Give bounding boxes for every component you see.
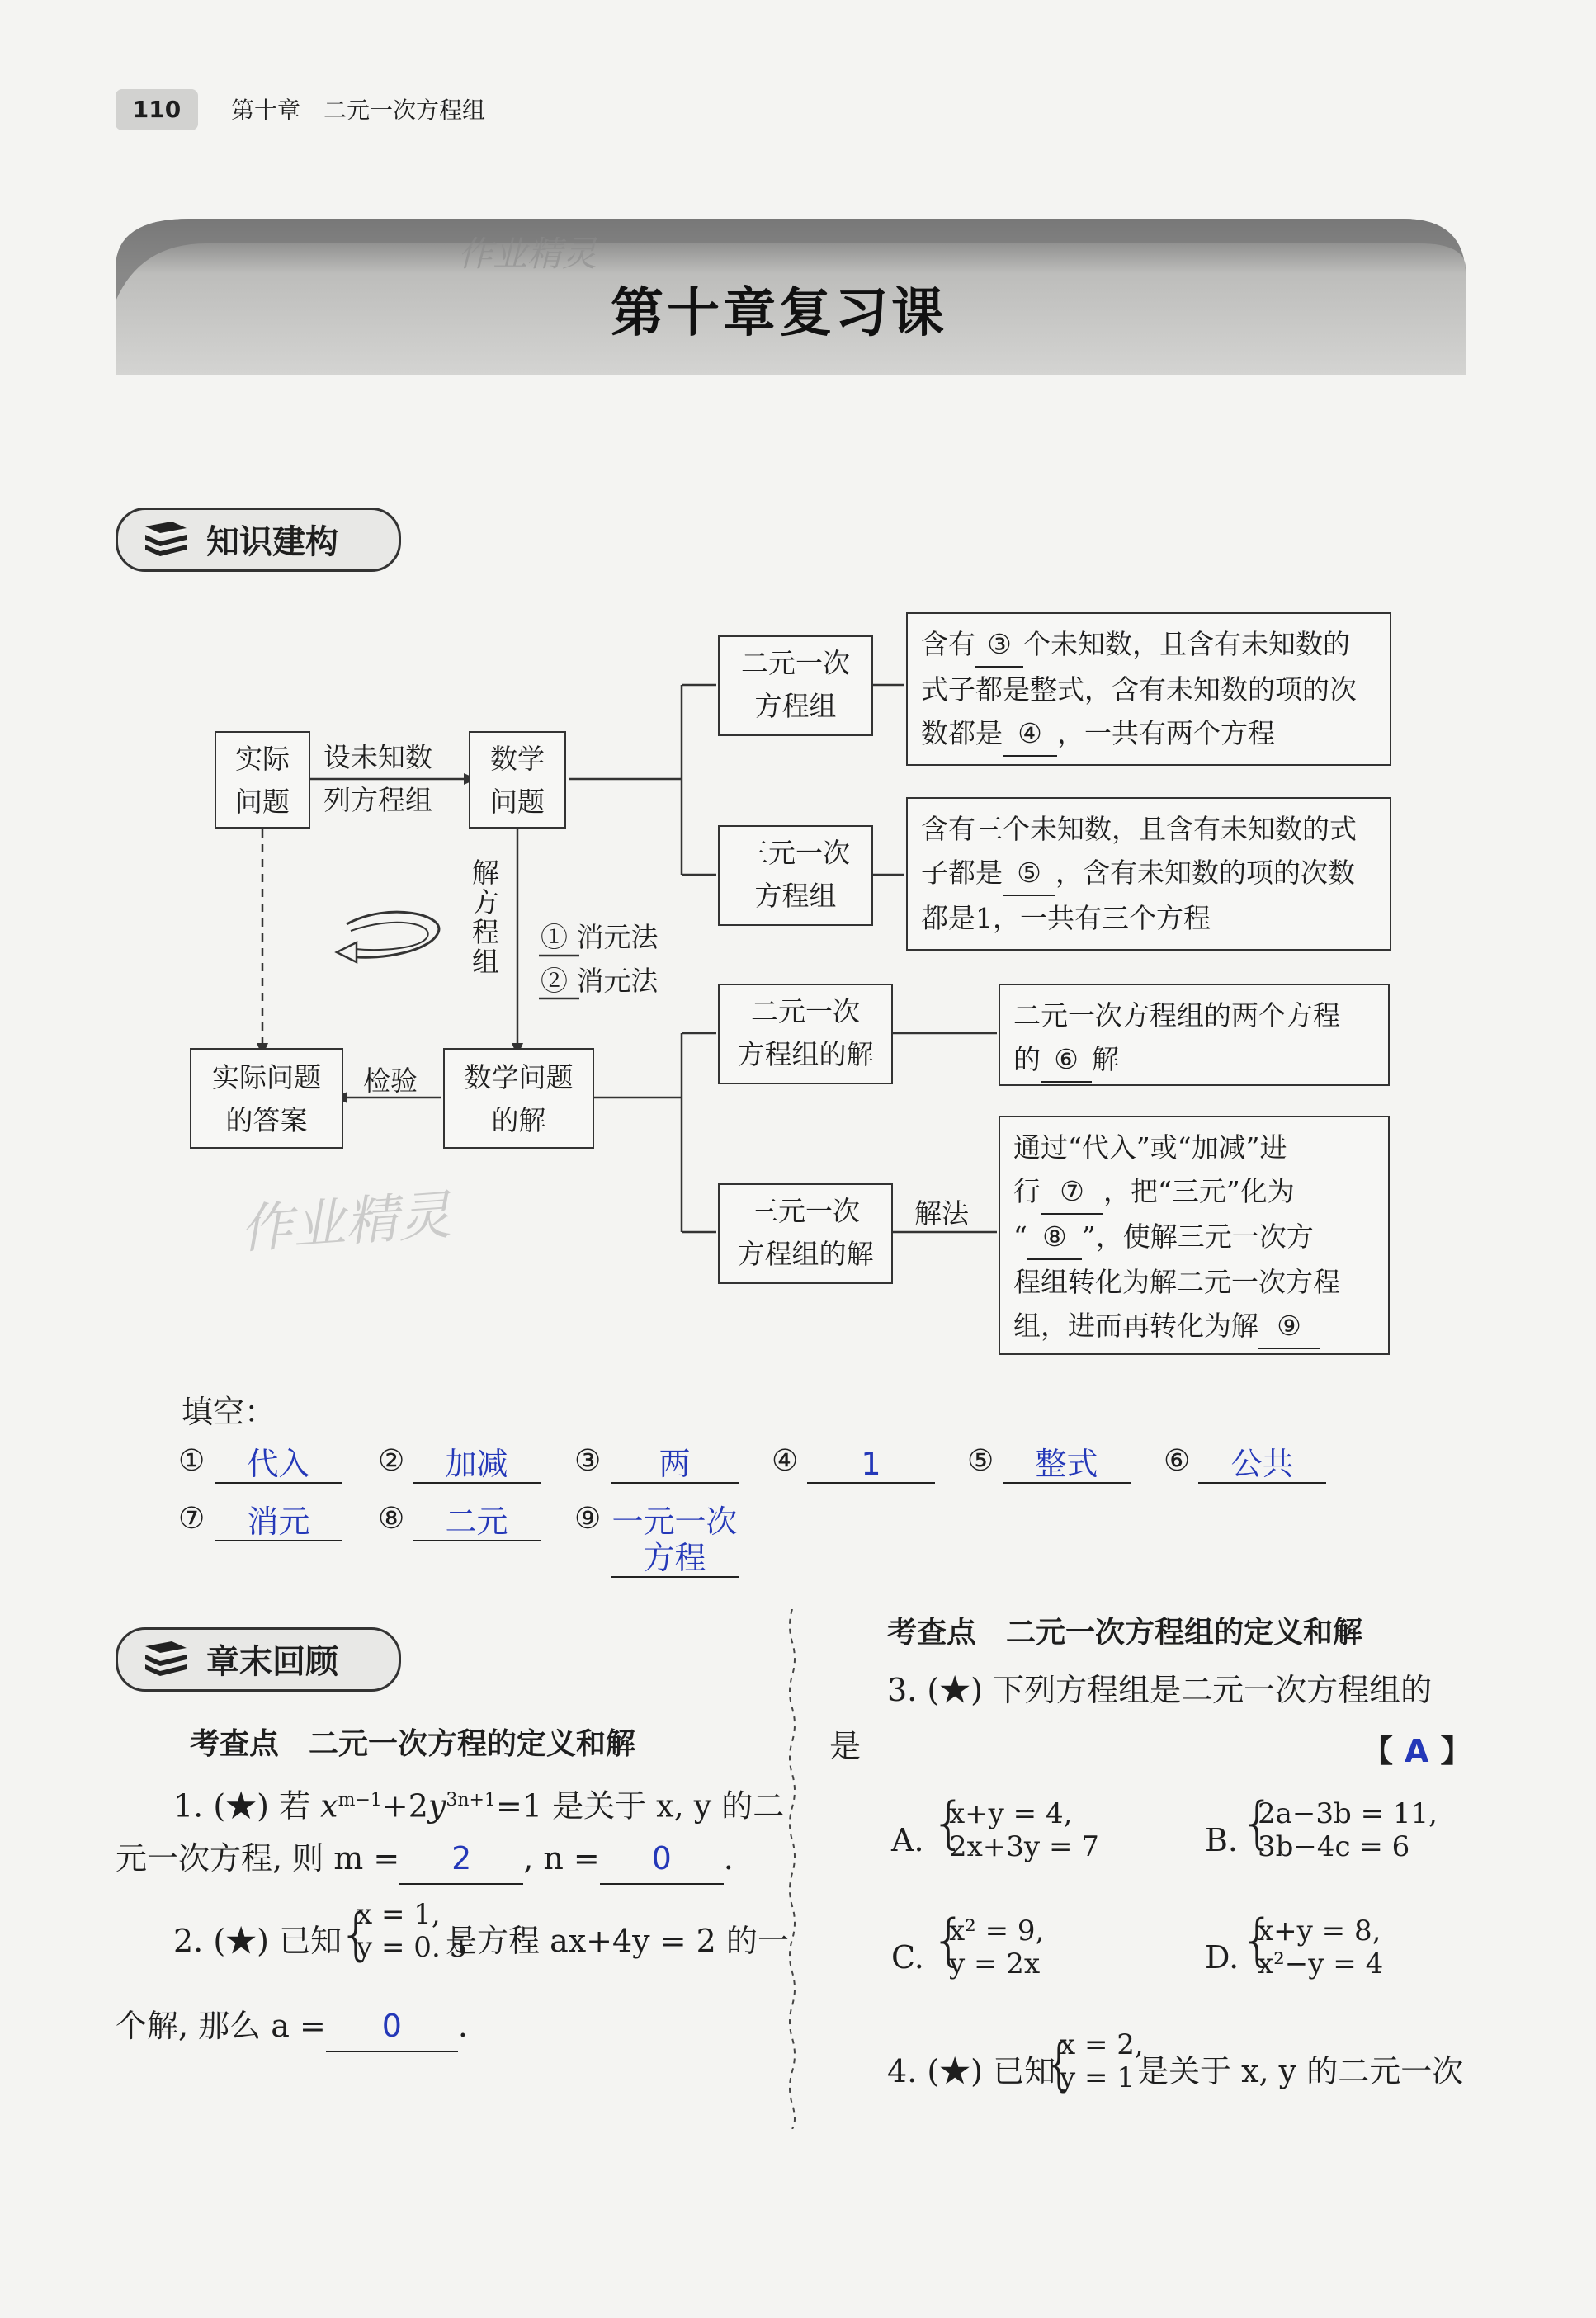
solve-char: 解 (472, 857, 499, 889)
two-var-definition-box (906, 612, 1391, 766)
fill-answer: 代入 (215, 1446, 342, 1484)
option-d-system (1258, 1914, 1383, 1980)
option-c-system (949, 1914, 1044, 1980)
fill-answer: 二元 (413, 1504, 541, 1541)
q4-eq: x = 2, (1060, 2028, 1144, 2061)
q1-text: +2 (381, 1787, 428, 1825)
option-b-eq: 2a−3b = 11, (1258, 1797, 1438, 1830)
option-c-eq: y = 2x (949, 1947, 1041, 1980)
brace-icon: { (338, 1902, 375, 1967)
brace-icon: { (1239, 1908, 1276, 1973)
q4-eq: y = 1 (1060, 2061, 1135, 2094)
sol2-text: 的 (1013, 1043, 1041, 1075)
fill-num: ⑥ (1164, 1444, 1191, 1478)
fill-num: ② (378, 1444, 405, 1478)
sol3-blank-9: ⑨ (1258, 1304, 1320, 1349)
two-var-solution-text-1: 二元一次 (751, 995, 860, 1027)
two-var-solution-desc-box (999, 984, 1390, 1086)
q1-text: =1 是关于 x, y 的二 (496, 1787, 785, 1825)
q1-text: 1. (★) 若 (173, 1787, 321, 1825)
three-var-definition-box (906, 797, 1391, 951)
q2-suffix: 是方程 ax+4y = 2 的一 (446, 1923, 789, 1959)
option-a-eq: 2x+3y = 7 (949, 1830, 1099, 1863)
sol3-text: 行 (1013, 1175, 1041, 1207)
q4-system (1060, 2028, 1144, 2094)
option-c-eq: x² = 9, (949, 1914, 1045, 1947)
cycle-arrow-icon (337, 912, 439, 962)
fill-num: ⑨ (574, 1502, 602, 1536)
sol2-blank-6: ⑥ (1041, 1037, 1092, 1083)
q1-n-answer: 0 (600, 1834, 724, 1885)
q3-line-2: 是 (829, 1728, 862, 1764)
fill-num: ④ (772, 1444, 799, 1478)
fill-answer: 两 (611, 1446, 739, 1484)
q2-eq: y = 0. 5 (357, 1931, 468, 1964)
question-2-line-1 (173, 1916, 342, 1966)
sol3-blank-7: ⑦ (1041, 1169, 1103, 1215)
def2-text: 个未知数，且含有未知数的 (1023, 628, 1350, 660)
q4-prefix: 4. (★) 已知 (887, 2053, 1056, 2089)
question-2-line-2 (116, 2001, 468, 2052)
def3-text: 都是1，一共有三个方程 (921, 902, 1211, 934)
page-number: 110 (116, 89, 198, 130)
option-a-eq: x+y = 4, (949, 1797, 1073, 1830)
three-var-solution-box (718, 1183, 893, 1284)
q2-text: 2. (★) 已知 (173, 1923, 342, 1959)
fill-num: ③ (574, 1444, 602, 1478)
q3-text: 3. (★) 下列方程组是二元一次方程组的 (887, 1672, 1433, 1708)
fill-answer: 加减 (413, 1446, 541, 1484)
fill-num: ⑧ (378, 1502, 405, 1536)
sol3-text: “ (1013, 1220, 1027, 1253)
actual-problem-box (215, 731, 310, 829)
q2-eq: x = 1, (357, 1898, 441, 1931)
three-var-solution-text-1: 三元一次 (751, 1195, 860, 1227)
question-1-line-2 (116, 1834, 734, 1885)
method-2 (541, 960, 659, 1003)
actual-answer-text-2: 的答案 (225, 1104, 308, 1136)
brace-icon: { (1239, 1791, 1276, 1856)
two-var-system-text-1: 二元一次 (741, 647, 850, 679)
q4-suffix: 是关于 x, y 的二元一次 (1137, 2053, 1464, 2089)
option-a-label: A. (891, 1822, 924, 1858)
method-1-num: ① (541, 921, 568, 953)
def2-blank-3: ③ (975, 622, 1023, 668)
sol3-text: ”，使解三元一次方 (1081, 1220, 1314, 1253)
def2-blank-4: ④ (1003, 711, 1057, 757)
fill-label: 填空： (182, 1394, 276, 1430)
question-1-line-1 (173, 1776, 784, 1831)
def2-text: 数都是 (921, 717, 1003, 749)
solve-char: 方 (472, 886, 499, 918)
right-topic: 考查点 二元一次方程组的定义和解 (887, 1616, 1363, 1650)
option-d-eq: x²−y = 4 (1258, 1947, 1384, 1980)
sol2-text: 二元一次方程组的两个方程 (1013, 999, 1340, 1032)
three-var-system-text-2: 方程组 (754, 880, 837, 912)
option-a-system (949, 1797, 1099, 1863)
books-icon (142, 1638, 190, 1678)
q1-var: y (427, 1787, 446, 1825)
math-solution-text-2: 的解 (491, 1104, 546, 1136)
fill-answer: 公共 (1198, 1446, 1326, 1484)
q1-exponent: 3n+1 (446, 1790, 496, 1810)
actual-problem-text-2: 问题 (235, 786, 290, 818)
solve-char: 组 (472, 946, 499, 978)
two-var-system-box (718, 635, 873, 736)
bracket: 【 (1362, 1732, 1394, 1769)
actual-answer-text-1: 实际问题 (212, 1061, 321, 1093)
q1-text: 元一次方程, 则 m = (116, 1840, 400, 1877)
sol3-text: 组，进而再转化为解 (1013, 1310, 1258, 1342)
solve-label (472, 858, 499, 977)
sol3-blank-8: ⑧ (1027, 1215, 1082, 1260)
def3-text: 含有三个未知数，且含有未知数的式 (921, 813, 1357, 845)
three-var-solution-desc-box (999, 1116, 1390, 1355)
def2-text: 式子都是整式，含有未知数的项的次 (921, 673, 1357, 706)
q1-text: . (723, 1840, 734, 1877)
math-problem-text-2: 问题 (490, 786, 545, 818)
left-topic: 考查点 二元一次方程的定义和解 (190, 1727, 636, 1761)
fill-answer: 一元一次方程 (611, 1504, 738, 1576)
column-divider (784, 1609, 800, 2129)
q1-var: x (320, 1787, 338, 1825)
math-solution-box (443, 1048, 594, 1149)
brace-icon: { (931, 1908, 967, 1973)
sol2-text: 解 (1092, 1043, 1119, 1075)
math-solution-text-1: 数学问题 (464, 1061, 574, 1093)
actual-problem-text-1: 实际 (235, 743, 290, 775)
two-var-solution-text-2: 方程组的解 (737, 1038, 874, 1070)
method-2-num: ② (541, 965, 568, 997)
three-var-system-box (718, 825, 873, 926)
watermark: 作业精灵 (458, 234, 597, 274)
fill-num: ⑤ (967, 1444, 994, 1478)
method-1-text: 消元法 (576, 921, 659, 953)
fill-answer: 整式 (1003, 1446, 1131, 1484)
def3-text: ，含有未知数的项的次数 (1055, 857, 1355, 889)
def3-text: 子都是 (921, 857, 1003, 889)
q2-text: 个解, 那么 a = (116, 2008, 326, 2044)
two-var-system-text-2: 方程组 (754, 690, 837, 722)
q1-exponent: m−1 (338, 1790, 382, 1810)
fill-num: ① (178, 1444, 205, 1478)
brace-icon: { (1041, 2032, 1078, 2097)
sol3-text: 通过“代入”或“加减”进 (1013, 1131, 1287, 1164)
option-c-label: C. (891, 1939, 924, 1976)
arrow-label-line-1: 设未知数 (323, 741, 432, 773)
fill-answer: 1 (807, 1446, 935, 1484)
brace-icon: { (931, 1791, 967, 1856)
two-var-solution-box (718, 984, 893, 1084)
q1-text: , n = (523, 1840, 600, 1877)
option-d-label: D. (1205, 1939, 1239, 1976)
chapter-title: 第十章复习课 (611, 282, 947, 344)
section-knowledge-label: 知识建构 (206, 523, 338, 561)
solve-char: 程 (472, 916, 499, 948)
q3-answer: A (1405, 1733, 1429, 1769)
fill-num: ⑦ (178, 1502, 205, 1536)
sol3-text: 程组转化为解二元一次方程 (1013, 1266, 1340, 1298)
q3-answer-bracket (1362, 1726, 1471, 1776)
math-problem-box (469, 731, 566, 829)
q2-text: . (457, 2008, 468, 2044)
def3-blank-5: ⑤ (1003, 851, 1055, 896)
arrow-label-set-unknown (323, 736, 432, 822)
running-title: 第十章 二元一次方程组 (231, 97, 486, 124)
check-label: 检验 (363, 1065, 418, 1097)
watermark: 作业精灵 (238, 1185, 453, 1261)
method-1 (541, 916, 659, 959)
sol3-text: ，把“三元”化为 (1103, 1175, 1295, 1207)
option-d-eq: x+y = 8, (1258, 1914, 1381, 1947)
three-var-system-text-1: 三元一次 (741, 837, 850, 869)
option-b-system (1258, 1797, 1438, 1863)
three-var-solution-text-2: 方程组的解 (737, 1238, 874, 1270)
option-b-label: B. (1205, 1822, 1239, 1858)
section-review-label: 章末回顾 (206, 1643, 338, 1681)
method-2-text: 消元法 (576, 965, 659, 997)
math-problem-text-1: 数学 (490, 743, 545, 775)
method-label: 解法 (914, 1197, 969, 1230)
q1-m-answer: 2 (399, 1834, 523, 1885)
q2-answer: 0 (326, 2001, 458, 2052)
arrow-label-line-2: 列方程组 (323, 784, 432, 816)
bracket: 】 (1440, 1732, 1472, 1769)
def2-text: 含有 (921, 628, 975, 660)
fill-answer: 消元 (215, 1504, 342, 1541)
def2-text: ，一共有两个方程 (1057, 717, 1275, 749)
actual-answer-box (190, 1048, 343, 1149)
option-b-eq: 3b−4c = 6 (1258, 1830, 1410, 1863)
